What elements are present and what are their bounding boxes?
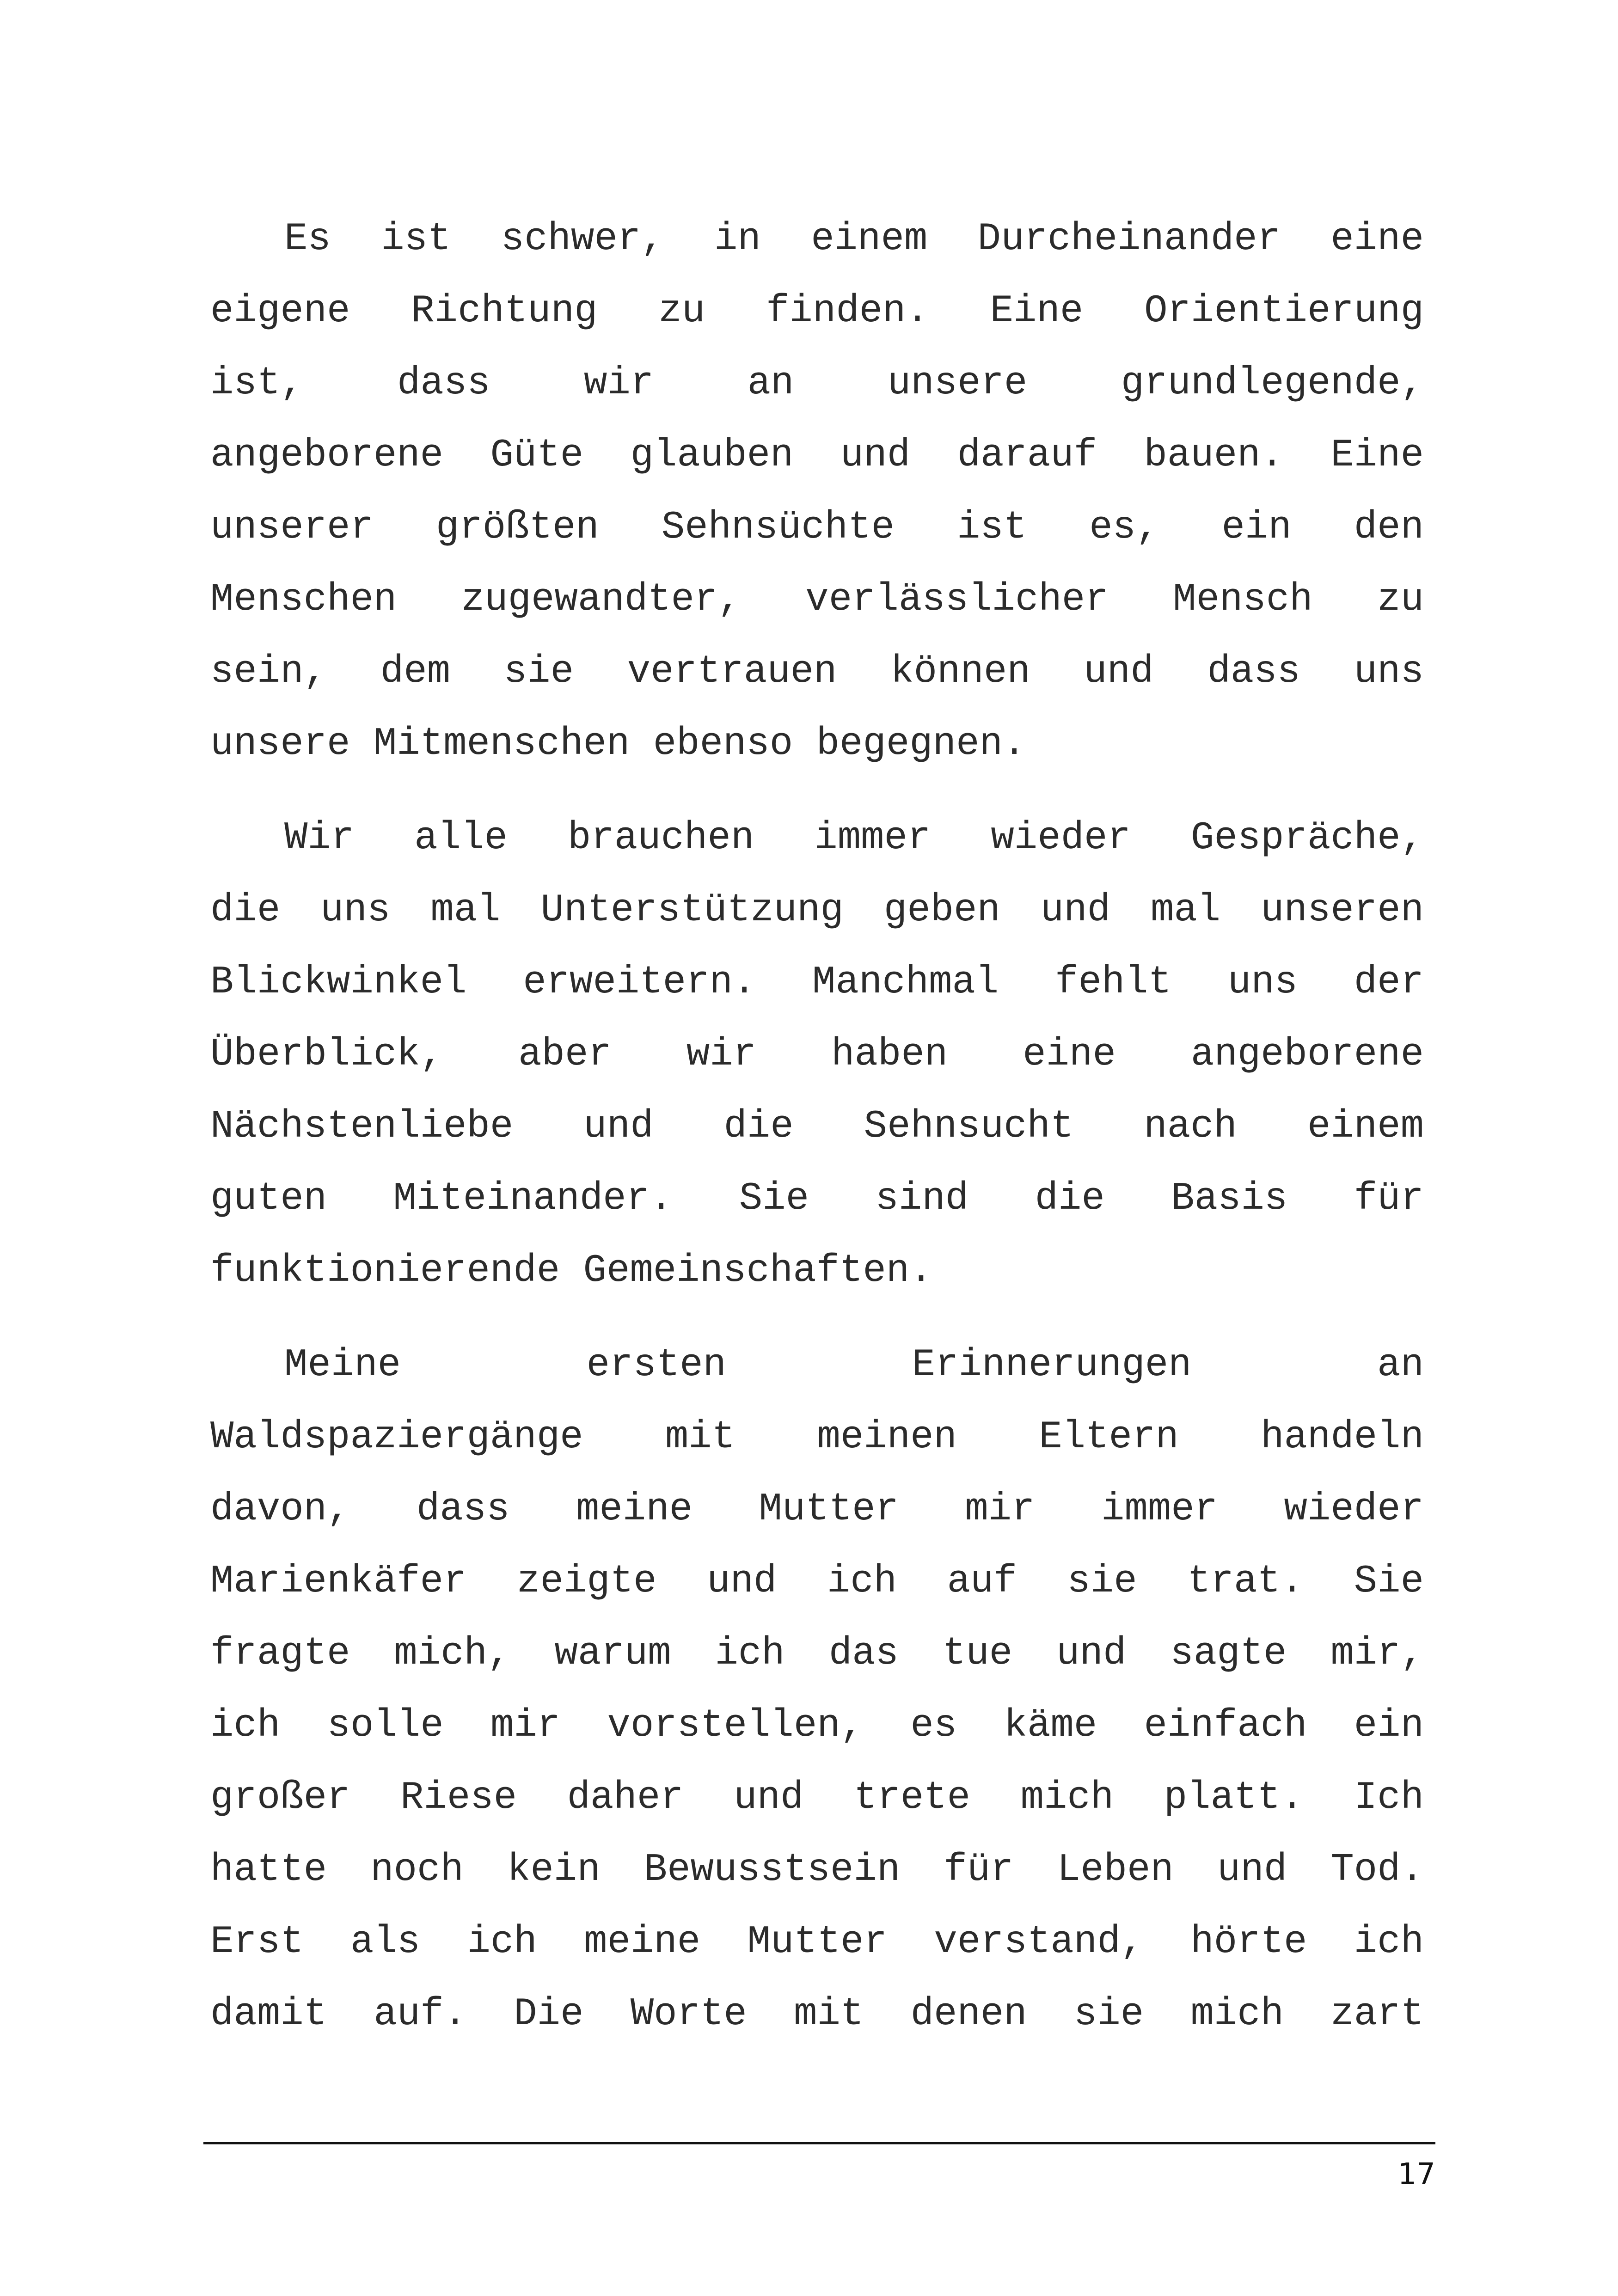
text-line: unsere Mitmenschen ebenso begegnen.: [210, 722, 1026, 766]
text-line: Nächstenliebe und die Sehnsucht nach einem: [210, 1105, 1424, 1149]
text-line: sein, dem sie vertrauen können und dass uns: [210, 650, 1424, 694]
text-line: ist, dass wir an unsere grundlegende,: [210, 361, 1424, 405]
footer-divider: [203, 2142, 1435, 2144]
text-line: Menschen zugewandter, verlässlicher Mensch zu: [210, 578, 1424, 622]
paragraph-3: [210, 1329, 1424, 2051]
text-line: guten Miteinander. Sie sind die Basis für: [210, 1177, 1424, 1221]
text-line: ich solle mir vorstellen, es käme einfach ein: [210, 1704, 1424, 1748]
paragraph-2: [210, 802, 1424, 1307]
text-line: unserer größten Sehnsüchte ist es, ein den: [210, 506, 1424, 550]
text-line: damit auf. Die Worte mit denen sie mich zart: [210, 1992, 1424, 2036]
page-number: 17: [1397, 2157, 1435, 2192]
text-line: Meine ersten Erinnerungen an: [284, 1343, 1424, 1387]
text-line: Wir alle brauchen immer wieder Gespräche,: [284, 816, 1424, 860]
text-line: Marienkäfer zeigte und ich auf sie trat. Sie: [210, 1560, 1424, 1604]
text-line: Es ist schwer, in einem Durcheinander eine: [284, 217, 1424, 261]
text-line: funktionierende Gemeinschaften.: [210, 1249, 933, 1293]
text-line: Blickwinkel erweitern. Manchmal fehlt uns der: [210, 961, 1424, 1004]
text-line: hatte noch kein Bewusstsein für Leben und Tod.: [210, 1848, 1424, 1892]
body-text: [210, 203, 1424, 2073]
text-line: die uns mal Unterstützung geben und mal unseren: [210, 888, 1424, 932]
text-line: Waldspaziergänge mit meinen Eltern handeln: [210, 1415, 1424, 1459]
text-line: fragte mich, warum ich das tue und sagte mir,: [210, 1632, 1424, 1676]
text-line: Erst als ich meine Mutter verstand, hörte ich: [210, 1920, 1424, 1964]
text-line: angeborene Güte glauben und darauf bauen. Eine: [210, 434, 1424, 478]
text-line: Überblick, aber wir haben eine angeborene: [210, 1033, 1424, 1077]
text-line: eigene Richtung zu finden. Eine Orientierung: [210, 289, 1424, 333]
text-line: davon, dass meine Mutter mir immer wieder: [210, 1488, 1424, 1531]
text-line: großer Riese daher und trete mich platt. Ich: [210, 1776, 1424, 1820]
paragraph-1: [210, 203, 1424, 780]
